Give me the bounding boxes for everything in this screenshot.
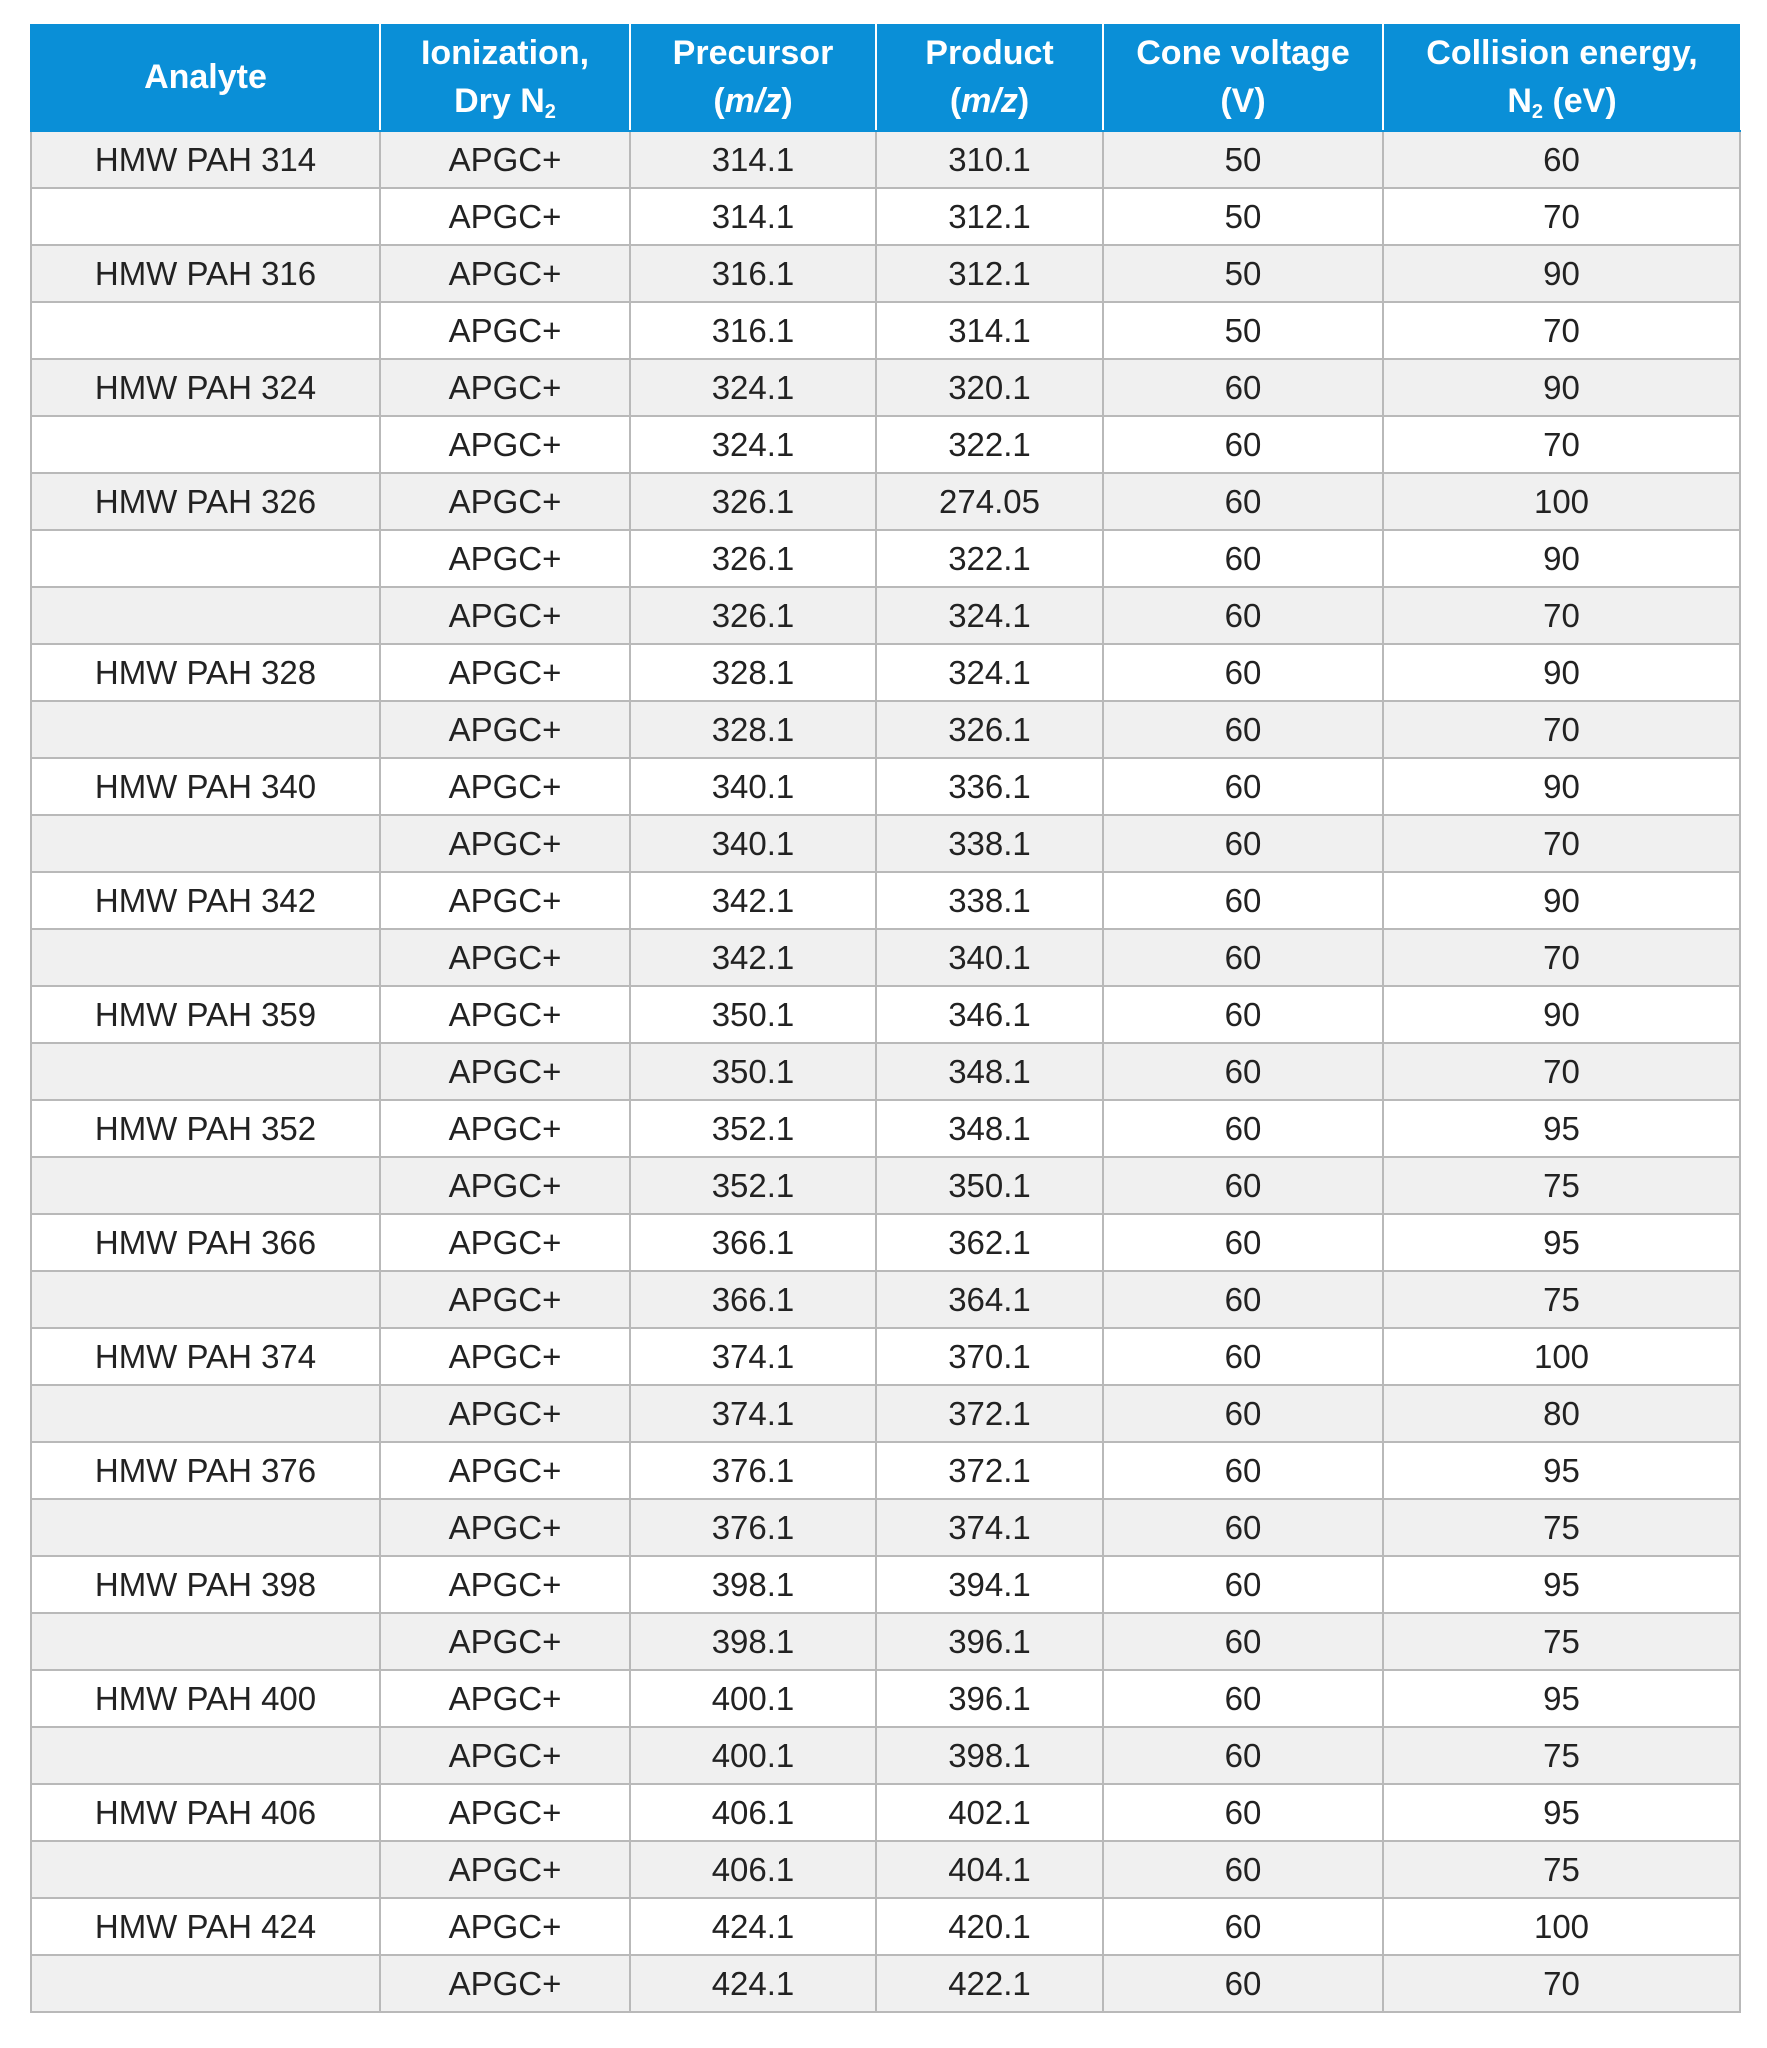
cell-ionization: APGC+ bbox=[380, 1385, 630, 1442]
cell-collision-energy: 90 bbox=[1383, 245, 1740, 302]
cell-cone-voltage: 60 bbox=[1103, 1499, 1383, 1556]
cell-analyte bbox=[31, 188, 380, 245]
cell-analyte: HMW PAH 398 bbox=[31, 1556, 380, 1613]
cell-precursor: 366.1 bbox=[630, 1214, 876, 1271]
cell-collision-energy: 75 bbox=[1383, 1157, 1740, 1214]
cell-product: 314.1 bbox=[876, 302, 1103, 359]
cell-collision-energy: 100 bbox=[1383, 473, 1740, 530]
cell-analyte: HMW PAH 326 bbox=[31, 473, 380, 530]
table-body bbox=[31, 131, 1740, 2012]
table-row bbox=[31, 1613, 1740, 1670]
cell-ionization: APGC+ bbox=[380, 872, 630, 929]
cell-precursor: 406.1 bbox=[630, 1841, 876, 1898]
cell-analyte bbox=[31, 1385, 380, 1442]
cell-product: 338.1 bbox=[876, 872, 1103, 929]
cell-ionization: APGC+ bbox=[380, 302, 630, 359]
cell-collision-energy: 100 bbox=[1383, 1898, 1740, 1955]
header-product-line2 bbox=[877, 77, 1102, 125]
cell-precursor: 328.1 bbox=[630, 644, 876, 701]
cell-precursor: 316.1 bbox=[630, 245, 876, 302]
header-precursor-open-paren: ( bbox=[713, 82, 725, 120]
table-row bbox=[31, 1385, 1740, 1442]
cell-product: 310.1 bbox=[876, 131, 1103, 188]
cell-product: 372.1 bbox=[876, 1442, 1103, 1499]
cell-ionization: APGC+ bbox=[380, 416, 630, 473]
cell-precursor: 406.1 bbox=[630, 1784, 876, 1841]
cell-analyte: HMW PAH 316 bbox=[31, 245, 380, 302]
cell-collision-energy: 90 bbox=[1383, 359, 1740, 416]
cell-ionization: APGC+ bbox=[380, 1955, 630, 2012]
cell-analyte: HMW PAH 366 bbox=[31, 1214, 380, 1271]
cell-ionization: APGC+ bbox=[380, 188, 630, 245]
header-precursor-line1: Precursor bbox=[672, 34, 834, 72]
cell-precursor: 314.1 bbox=[630, 188, 876, 245]
cell-cone-voltage: 60 bbox=[1103, 986, 1383, 1043]
cell-cone-voltage: 60 bbox=[1103, 1100, 1383, 1157]
cell-cone-voltage: 60 bbox=[1103, 416, 1383, 473]
cell-collision-energy: 70 bbox=[1383, 302, 1740, 359]
cell-collision-energy: 75 bbox=[1383, 1271, 1740, 1328]
cell-ionization: APGC+ bbox=[380, 359, 630, 416]
cell-cone-voltage: 50 bbox=[1103, 302, 1383, 359]
cell-analyte: HMW PAH 400 bbox=[31, 1670, 380, 1727]
cell-ionization: APGC+ bbox=[380, 1100, 630, 1157]
header-product-close-paren: ) bbox=[1017, 82, 1030, 120]
cell-collision-energy: 70 bbox=[1383, 1043, 1740, 1100]
cell-precursor: 424.1 bbox=[630, 1955, 876, 2012]
cell-ionization: APGC+ bbox=[380, 1613, 630, 1670]
cell-product: 374.1 bbox=[876, 1499, 1103, 1556]
cell-analyte bbox=[31, 530, 380, 587]
cell-product: 326.1 bbox=[876, 701, 1103, 758]
cell-ionization: APGC+ bbox=[380, 1157, 630, 1214]
cell-precursor: 326.1 bbox=[630, 530, 876, 587]
cell-product: 346.1 bbox=[876, 986, 1103, 1043]
cell-analyte: HMW PAH 374 bbox=[31, 1328, 380, 1385]
cell-analyte bbox=[31, 1271, 380, 1328]
header-ionization-line1: Ionization, bbox=[420, 34, 590, 72]
cell-product: 336.1 bbox=[876, 758, 1103, 815]
table-row bbox=[31, 1556, 1740, 1613]
cell-ionization: APGC+ bbox=[380, 1727, 630, 1784]
cell-collision-energy: 70 bbox=[1383, 587, 1740, 644]
header-ionization bbox=[380, 24, 630, 131]
header-ionization-subscript: 2 bbox=[544, 101, 556, 123]
cell-product: 420.1 bbox=[876, 1898, 1103, 1955]
cell-cone-voltage: 60 bbox=[1103, 1670, 1383, 1727]
table-row bbox=[31, 245, 1740, 302]
cell-ionization: APGC+ bbox=[380, 245, 630, 302]
header-analyte bbox=[31, 24, 380, 131]
cell-product: 394.1 bbox=[876, 1556, 1103, 1613]
header-cone-voltage-line1: Cone voltage bbox=[1136, 34, 1350, 72]
cell-cone-voltage: 60 bbox=[1103, 1898, 1383, 1955]
header-precursor bbox=[630, 24, 876, 131]
cell-analyte bbox=[31, 302, 380, 359]
cell-product: 340.1 bbox=[876, 929, 1103, 986]
cell-analyte bbox=[31, 1043, 380, 1100]
cell-cone-voltage: 60 bbox=[1103, 644, 1383, 701]
cell-cone-voltage: 60 bbox=[1103, 815, 1383, 872]
cell-analyte bbox=[31, 1727, 380, 1784]
cell-analyte: HMW PAH 424 bbox=[31, 1898, 380, 1955]
cell-cone-voltage: 60 bbox=[1103, 1385, 1383, 1442]
header-cone-voltage bbox=[1103, 24, 1383, 131]
cell-product: 348.1 bbox=[876, 1043, 1103, 1100]
header-ionization-dry-n: Dry N bbox=[454, 82, 545, 120]
cell-product: 362.1 bbox=[876, 1214, 1103, 1271]
table-row bbox=[31, 416, 1740, 473]
cell-cone-voltage: 60 bbox=[1103, 1613, 1383, 1670]
table-row bbox=[31, 644, 1740, 701]
cell-ionization: APGC+ bbox=[380, 587, 630, 644]
cell-ionization: APGC+ bbox=[380, 701, 630, 758]
cell-analyte bbox=[31, 1157, 380, 1214]
cell-product: 348.1 bbox=[876, 1100, 1103, 1157]
cell-collision-energy: 90 bbox=[1383, 644, 1740, 701]
cell-product: 324.1 bbox=[876, 587, 1103, 644]
table-row bbox=[31, 1157, 1740, 1214]
cell-collision-energy: 95 bbox=[1383, 1100, 1740, 1157]
cell-cone-voltage: 60 bbox=[1103, 1442, 1383, 1499]
cell-precursor: 400.1 bbox=[630, 1727, 876, 1784]
cell-analyte bbox=[31, 1499, 380, 1556]
table-row bbox=[31, 1271, 1740, 1328]
table-row bbox=[31, 1043, 1740, 1100]
header-cone-voltage-line2: (V) bbox=[1220, 82, 1266, 120]
header-collision-subscript: 2 bbox=[1531, 101, 1543, 123]
table-row bbox=[31, 587, 1740, 644]
cell-collision-energy: 60 bbox=[1383, 131, 1740, 188]
cell-precursor: 352.1 bbox=[630, 1157, 876, 1214]
cell-precursor: 374.1 bbox=[630, 1328, 876, 1385]
table-row bbox=[31, 929, 1740, 986]
cell-collision-energy: 100 bbox=[1383, 1328, 1740, 1385]
header-collision-n: N bbox=[1507, 82, 1532, 120]
table-row bbox=[31, 758, 1740, 815]
table-row bbox=[31, 1100, 1740, 1157]
cell-collision-energy: 90 bbox=[1383, 872, 1740, 929]
table-row bbox=[31, 1442, 1740, 1499]
cell-precursor: 324.1 bbox=[630, 359, 876, 416]
cell-analyte bbox=[31, 1841, 380, 1898]
cell-cone-voltage: 60 bbox=[1103, 1043, 1383, 1100]
cell-precursor: 316.1 bbox=[630, 302, 876, 359]
cell-precursor: 340.1 bbox=[630, 758, 876, 815]
cell-product: 404.1 bbox=[876, 1841, 1103, 1898]
table-row bbox=[31, 1670, 1740, 1727]
cell-collision-energy: 95 bbox=[1383, 1784, 1740, 1841]
cell-product: 322.1 bbox=[876, 530, 1103, 587]
cell-product: 350.1 bbox=[876, 1157, 1103, 1214]
table-row bbox=[31, 359, 1740, 416]
cell-product: 402.1 bbox=[876, 1784, 1103, 1841]
mrm-transitions-table bbox=[30, 24, 1741, 2013]
table-row bbox=[31, 815, 1740, 872]
cell-cone-voltage: 60 bbox=[1103, 473, 1383, 530]
table-row bbox=[31, 1898, 1740, 1955]
table-header bbox=[31, 24, 1740, 131]
cell-analyte: HMW PAH 314 bbox=[31, 131, 380, 188]
header-analyte-label: Analyte bbox=[144, 58, 267, 96]
cell-precursor: 398.1 bbox=[630, 1556, 876, 1613]
cell-precursor: 398.1 bbox=[630, 1613, 876, 1670]
cell-precursor: 326.1 bbox=[630, 587, 876, 644]
table-row bbox=[31, 131, 1740, 188]
cell-collision-energy: 70 bbox=[1383, 416, 1740, 473]
cell-ionization: APGC+ bbox=[380, 131, 630, 188]
cell-collision-energy: 75 bbox=[1383, 1841, 1740, 1898]
cell-analyte: HMW PAH 352 bbox=[31, 1100, 380, 1157]
header-precursor-mz: m/z bbox=[724, 82, 782, 120]
cell-collision-energy: 95 bbox=[1383, 1556, 1740, 1613]
cell-precursor: 350.1 bbox=[630, 1043, 876, 1100]
cell-analyte bbox=[31, 815, 380, 872]
cell-ionization: APGC+ bbox=[380, 1271, 630, 1328]
cell-collision-energy: 95 bbox=[1383, 1670, 1740, 1727]
cell-cone-voltage: 60 bbox=[1103, 1271, 1383, 1328]
cell-precursor: 342.1 bbox=[630, 872, 876, 929]
table-row bbox=[31, 872, 1740, 929]
cell-product: 322.1 bbox=[876, 416, 1103, 473]
cell-precursor: 400.1 bbox=[630, 1670, 876, 1727]
cell-cone-voltage: 60 bbox=[1103, 701, 1383, 758]
cell-collision-energy: 75 bbox=[1383, 1499, 1740, 1556]
cell-ionization: APGC+ bbox=[380, 530, 630, 587]
cell-product: 338.1 bbox=[876, 815, 1103, 872]
header-precursor-line2 bbox=[631, 77, 875, 125]
table-row bbox=[31, 1328, 1740, 1385]
table-row bbox=[31, 302, 1740, 359]
cell-precursor: 340.1 bbox=[630, 815, 876, 872]
cell-collision-energy: 75 bbox=[1383, 1613, 1740, 1670]
cell-ionization: APGC+ bbox=[380, 1898, 630, 1955]
table-row bbox=[31, 701, 1740, 758]
cell-analyte bbox=[31, 587, 380, 644]
cell-product: 324.1 bbox=[876, 644, 1103, 701]
cell-cone-voltage: 60 bbox=[1103, 359, 1383, 416]
cell-collision-energy: 70 bbox=[1383, 1955, 1740, 2012]
cell-cone-voltage: 60 bbox=[1103, 1214, 1383, 1271]
cell-ionization: APGC+ bbox=[380, 1328, 630, 1385]
header-product-open-paren: ( bbox=[949, 82, 962, 120]
cell-collision-energy: 70 bbox=[1383, 815, 1740, 872]
cell-cone-voltage: 60 bbox=[1103, 530, 1383, 587]
cell-analyte: HMW PAH 342 bbox=[31, 872, 380, 929]
cell-cone-voltage: 60 bbox=[1103, 1841, 1383, 1898]
cell-collision-energy: 95 bbox=[1383, 1214, 1740, 1271]
cell-ionization: APGC+ bbox=[380, 1556, 630, 1613]
cell-analyte: HMW PAH 324 bbox=[31, 359, 380, 416]
cell-cone-voltage: 60 bbox=[1103, 872, 1383, 929]
cell-precursor: 324.1 bbox=[630, 416, 876, 473]
cell-precursor: 366.1 bbox=[630, 1271, 876, 1328]
cell-precursor: 314.1 bbox=[630, 131, 876, 188]
cell-product: 396.1 bbox=[876, 1670, 1103, 1727]
header-collision-energy bbox=[1383, 24, 1740, 131]
cell-precursor: 376.1 bbox=[630, 1442, 876, 1499]
cell-product: 274.05 bbox=[876, 473, 1103, 530]
cell-product: 422.1 bbox=[876, 1955, 1103, 2012]
cell-analyte: HMW PAH 359 bbox=[31, 986, 380, 1043]
cell-product: 364.1 bbox=[876, 1271, 1103, 1328]
cell-collision-energy: 90 bbox=[1383, 530, 1740, 587]
header-ionization-line2 bbox=[381, 77, 629, 125]
header-collision-energy-line1: Collision energy, bbox=[1426, 34, 1698, 72]
cell-collision-energy: 80 bbox=[1383, 1385, 1740, 1442]
cell-analyte: HMW PAH 376 bbox=[31, 1442, 380, 1499]
cell-product: 312.1 bbox=[876, 188, 1103, 245]
cell-collision-energy: 95 bbox=[1383, 1442, 1740, 1499]
cell-cone-voltage: 60 bbox=[1103, 1955, 1383, 2012]
cell-analyte bbox=[31, 1613, 380, 1670]
table-row bbox=[31, 1784, 1740, 1841]
cell-product: 320.1 bbox=[876, 359, 1103, 416]
header-collision-energy-line2 bbox=[1384, 77, 1740, 125]
cell-cone-voltage: 50 bbox=[1103, 245, 1383, 302]
cell-ionization: APGC+ bbox=[380, 986, 630, 1043]
table-row bbox=[31, 1841, 1740, 1898]
cell-collision-energy: 90 bbox=[1383, 986, 1740, 1043]
cell-ionization: APGC+ bbox=[380, 1442, 630, 1499]
mrm-transitions-table-container bbox=[30, 24, 1739, 2013]
header-row bbox=[31, 24, 1740, 131]
cell-cone-voltage: 60 bbox=[1103, 1784, 1383, 1841]
cell-analyte bbox=[31, 416, 380, 473]
cell-product: 312.1 bbox=[876, 245, 1103, 302]
cell-cone-voltage: 60 bbox=[1103, 587, 1383, 644]
table-row bbox=[31, 188, 1740, 245]
cell-product: 372.1 bbox=[876, 1385, 1103, 1442]
cell-cone-voltage: 60 bbox=[1103, 1157, 1383, 1214]
cell-product: 370.1 bbox=[876, 1328, 1103, 1385]
cell-ionization: APGC+ bbox=[380, 758, 630, 815]
cell-ionization: APGC+ bbox=[380, 1499, 630, 1556]
table-row bbox=[31, 530, 1740, 587]
cell-precursor: 424.1 bbox=[630, 1898, 876, 1955]
cell-precursor: 350.1 bbox=[630, 986, 876, 1043]
cell-ionization: APGC+ bbox=[380, 815, 630, 872]
cell-ionization: APGC+ bbox=[380, 1841, 630, 1898]
cell-analyte: HMW PAH 340 bbox=[31, 758, 380, 815]
header-product bbox=[876, 24, 1103, 131]
cell-precursor: 328.1 bbox=[630, 701, 876, 758]
cell-cone-voltage: 50 bbox=[1103, 188, 1383, 245]
cell-ionization: APGC+ bbox=[380, 1043, 630, 1100]
cell-precursor: 376.1 bbox=[630, 1499, 876, 1556]
cell-ionization: APGC+ bbox=[380, 1784, 630, 1841]
cell-product: 396.1 bbox=[876, 1613, 1103, 1670]
cell-cone-voltage: 60 bbox=[1103, 929, 1383, 986]
cell-analyte bbox=[31, 1955, 380, 2012]
cell-collision-energy: 75 bbox=[1383, 1727, 1740, 1784]
cell-product: 398.1 bbox=[876, 1727, 1103, 1784]
table-row bbox=[31, 1955, 1740, 2012]
cell-cone-voltage: 50 bbox=[1103, 131, 1383, 188]
table-row bbox=[31, 986, 1740, 1043]
cell-cone-voltage: 60 bbox=[1103, 1556, 1383, 1613]
cell-collision-energy: 90 bbox=[1383, 758, 1740, 815]
table-row bbox=[31, 1214, 1740, 1271]
cell-precursor: 326.1 bbox=[630, 473, 876, 530]
header-product-line1: Product bbox=[925, 34, 1054, 72]
table-row bbox=[31, 1499, 1740, 1556]
cell-ionization: APGC+ bbox=[380, 644, 630, 701]
cell-analyte bbox=[31, 929, 380, 986]
cell-collision-energy: 70 bbox=[1383, 701, 1740, 758]
cell-collision-energy: 70 bbox=[1383, 929, 1740, 986]
cell-ionization: APGC+ bbox=[380, 1670, 630, 1727]
cell-ionization: APGC+ bbox=[380, 929, 630, 986]
cell-cone-voltage: 60 bbox=[1103, 1328, 1383, 1385]
header-product-mz: m/z bbox=[961, 82, 1018, 120]
header-precursor-close-paren: ) bbox=[781, 82, 793, 120]
cell-collision-energy: 70 bbox=[1383, 188, 1740, 245]
cell-ionization: APGC+ bbox=[380, 1214, 630, 1271]
table-row bbox=[31, 1727, 1740, 1784]
cell-precursor: 374.1 bbox=[630, 1385, 876, 1442]
cell-analyte: HMW PAH 406 bbox=[31, 1784, 380, 1841]
cell-precursor: 352.1 bbox=[630, 1100, 876, 1157]
cell-precursor: 342.1 bbox=[630, 929, 876, 986]
cell-analyte bbox=[31, 701, 380, 758]
cell-ionization: APGC+ bbox=[380, 473, 630, 530]
cell-cone-voltage: 60 bbox=[1103, 758, 1383, 815]
cell-cone-voltage: 60 bbox=[1103, 1727, 1383, 1784]
table-row bbox=[31, 473, 1740, 530]
header-collision-unit: (eV) bbox=[1543, 82, 1617, 120]
cell-analyte: HMW PAH 328 bbox=[31, 644, 380, 701]
